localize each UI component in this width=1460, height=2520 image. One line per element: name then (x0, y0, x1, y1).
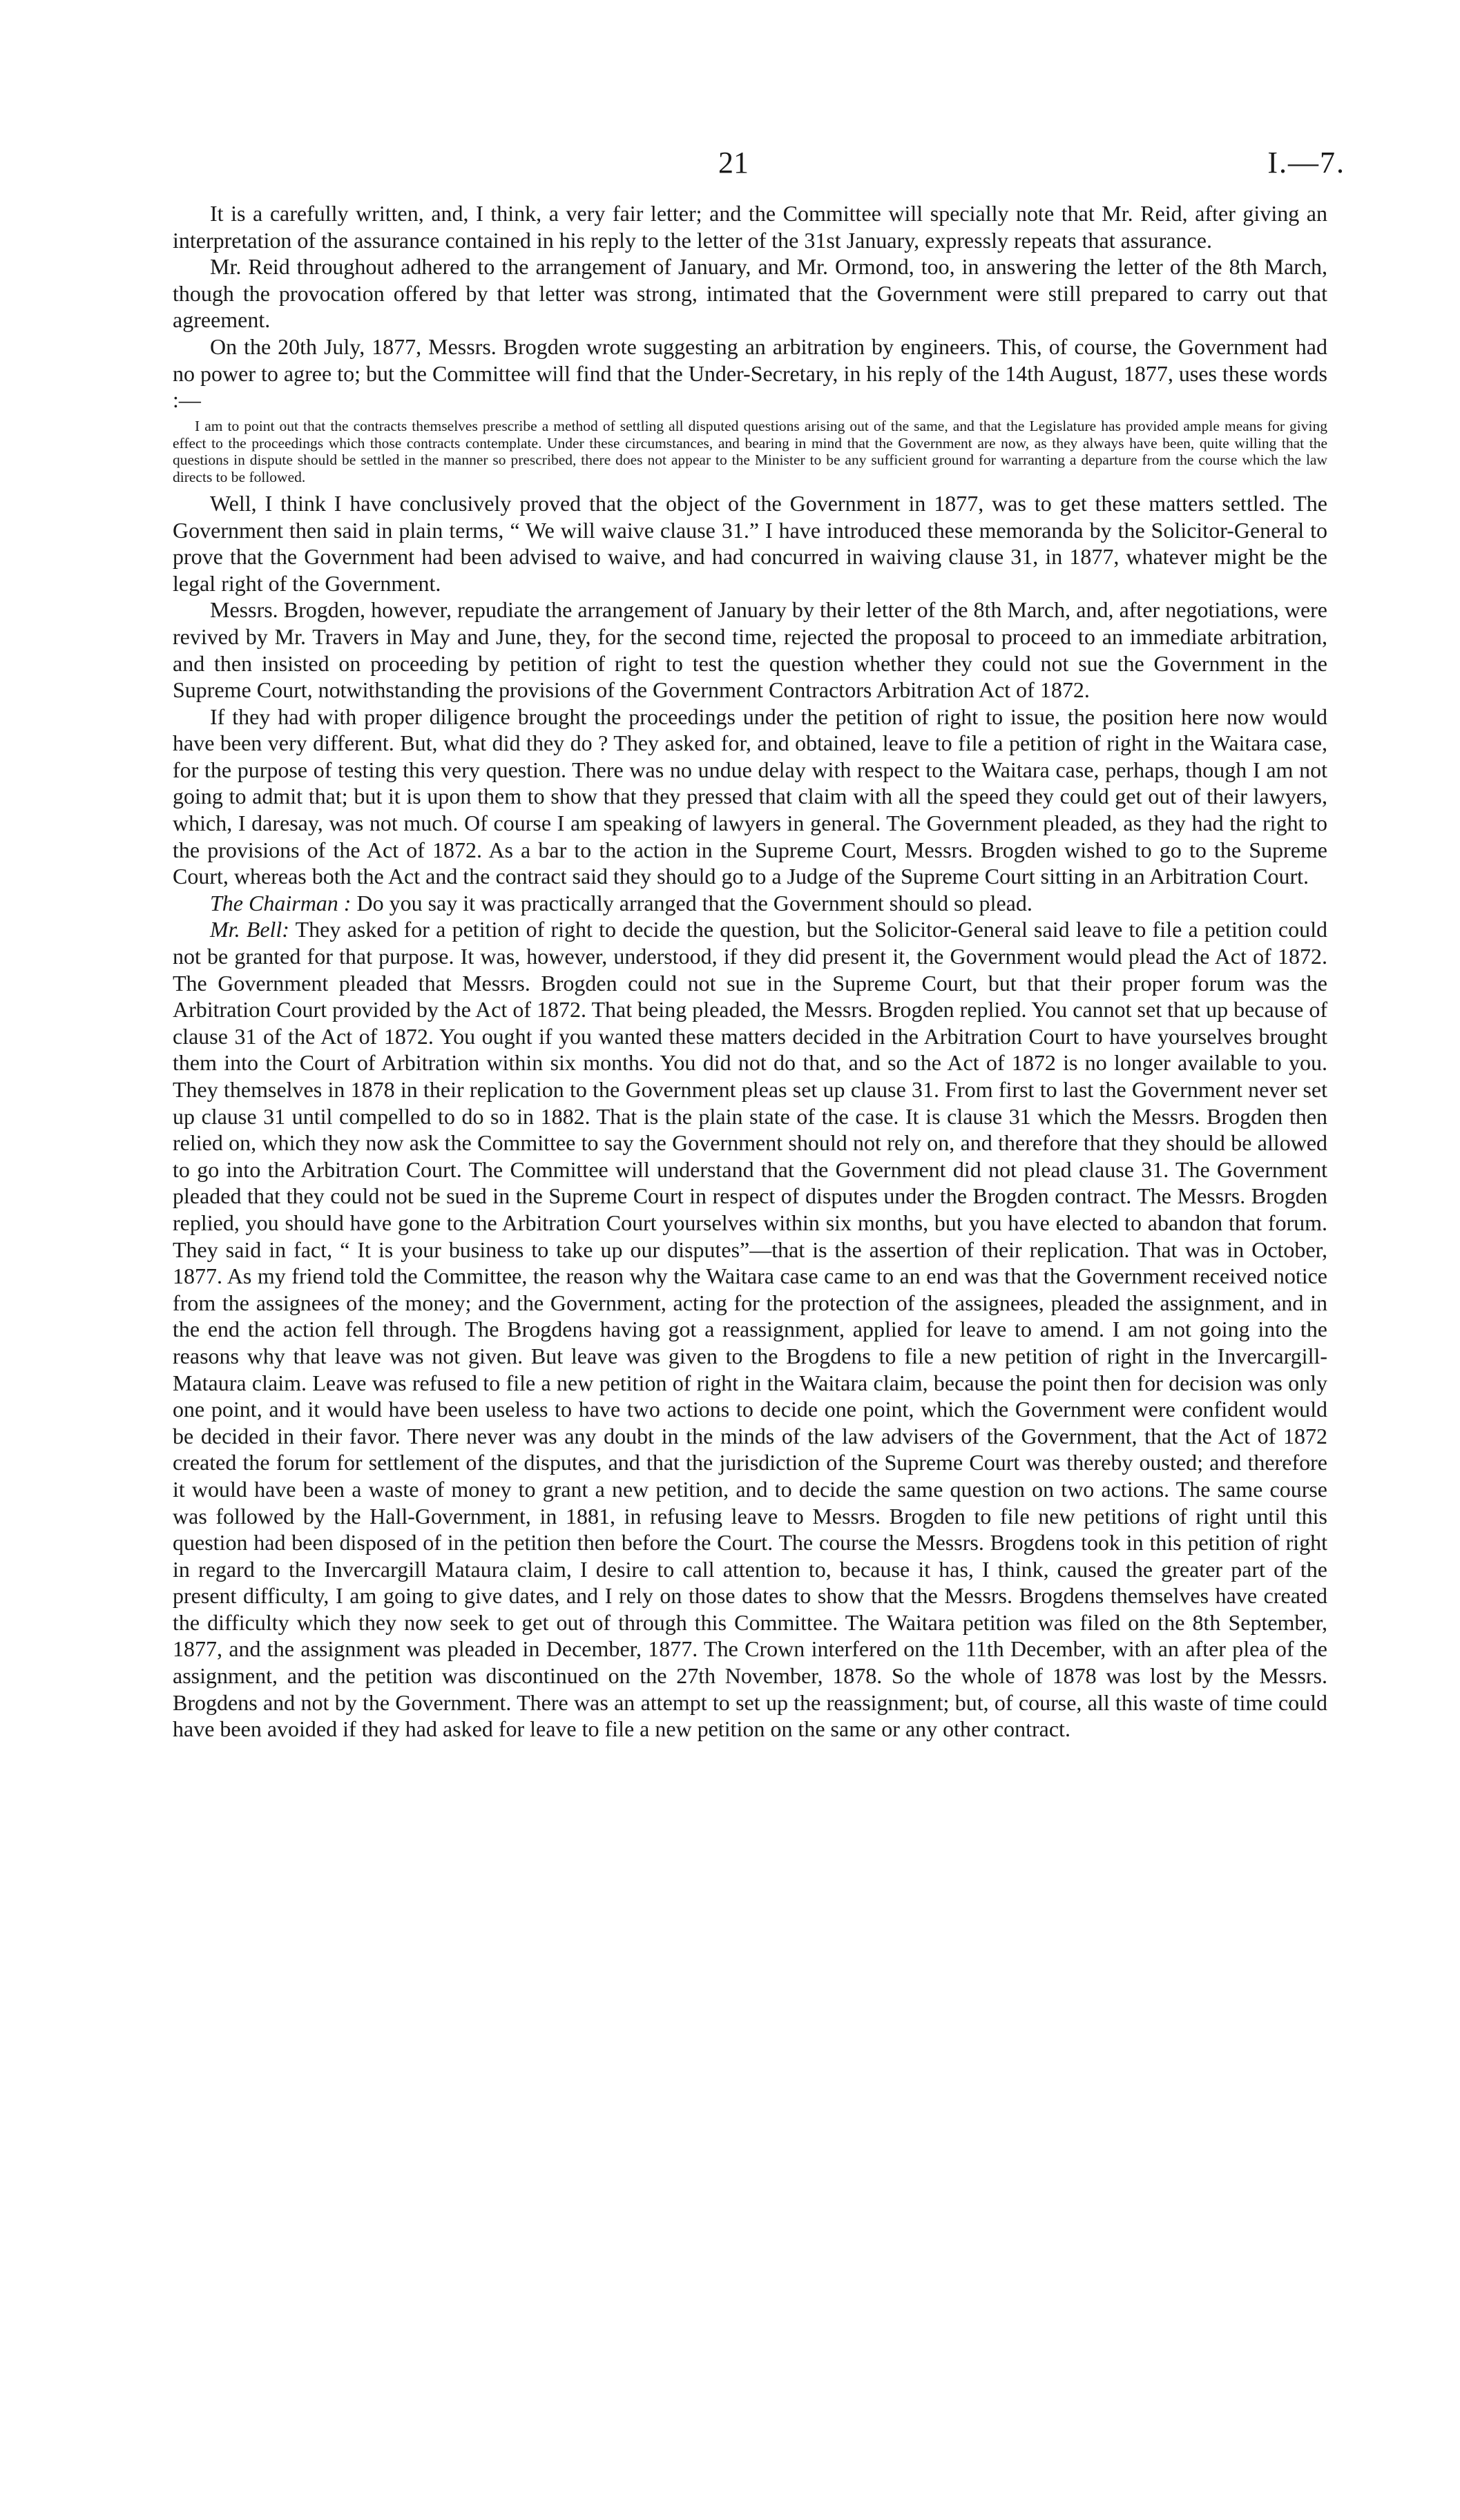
paragraph: Mr. Reid throughout adhered to the arrangement of January, and Mr. Ormond, too, in answering the letter of the 8th March, though the provocation offered by that letter was strong, intimated that the Government were still prepared to carry out that agreement. (173, 254, 1327, 333)
document-page (173, 145, 1345, 1743)
page-header (173, 145, 1345, 200)
speaker-label: The Chairman : (210, 890, 352, 915)
body-text (173, 200, 1327, 1743)
paragraph: Mr. Bell: They asked for a petition of right to decide the question, but the Solicitor-General said leave to file a petition could not be granted for that purpose. It was, however, understood, if they did present it, the Government would plead the Act of 1872. The Government pleaded that Messrs. Brogden could not sue in the Supreme Court, but that their proper forum was the Arbitration Court provided by the Act of 1872. That being pleaded, the Messrs. Brogden replied. You cannot set that up because of clause 31 of the Act of 1872. You ought if you wanted these matters decided in the Arbitration Court to have yourselves brought them into the Court of Arbitration within six months. You did not do that, and so the Act of 1872 is no longer available to you. They themselves in 1878 in their replication to the Government pleas set up clause 31. From first to last the Government never set up clause 31 until compelled to do so in 1882. That is the plain state of the case. It is clause 31 which the Messrs. Brogden then relied on, which they now ask the Committee to say the Government should not rely on, and therefore that they should be allowed to go into the Arbitration Court. The Committee will understand that the Government did not plead clause 31. The Government pleaded that they could not be sued in the Supreme Court in respect of disputes under the Brogden contract. The Messrs. Brogden replied, you should have gone to the Arbitration Court yourselves within six months, but you have elected to abandon that forum. They said in fact, “ It is your business to take up our disputes”—that is the assertion of their replication. That was in October, 1877. As my friend told the Committee, the reason why the Waitara case came to an end was that the Government received notice from the assignees of the money; and the Government, acting for the protection of the assignees, pleaded the assignment, and in the end the action fell through. The Brogdens having got a reassignment, applied for leave to amend. I am not going into the reasons why that leave was not given. But leave was given to the Brogdens to file a new petition of right in the Invercargill-Mataura claim. Leave was refused to file a new petition of right in the Waitara claim, because the point then for decision was only one point, and it would have been useless to have two actions to decide one point, which the Government were confident would be decided in their favor. There never was any doubt in the minds of the law advisers of the Government, that the Act of 1872 created the forum for settlement of the disputes, and that the jurisdiction of the Supreme Court was thereby ousted; and therefore it would have been a waste of money to grant a new petition, and to decide the same question on two actions. The same course was followed by the Hall-Government, in 1881, in refusing leave to Messrs. Brogden to file new petitions of right until this question had been disposed of in the petition then before the Court. The course the Messrs. Brogdens took in this petition of right in regard to the Invercargill Mataura claim, I desire to call attention to, because it has, I think, caused the greater part of the present difficulty, I am going to give dates, and I rely on those dates to show that the Messrs. Brogdens themselves have created the difficulty which they now seek to get out of through this Committee. The Waitara petition was filed on the 8th September, 1877, and the assignment was pleaded in December, 1877. The Crown interfered on the 11th December, with an after plea of the assignment, and the petition was discontinued on the 27th November, 1878. So the whole of 1878 was lost by the Messrs. Brogdens and not by the Government. There was an attempt to set up the reassignment; but, of course, all this waste of time could have been avoided if they had asked for leave to file a new petition on the same or any other contract. (173, 917, 1328, 1742)
paragraph: On the 20th July, 1877, Messrs. Brogden wrote suggesting an arbitration by engineers. This, of course, the Government had no power to agree to; but the Committee will find that the Under-Secretary, in his reply of the 14th August, 1877, uses these words :— (173, 333, 1327, 413)
paragraph: Messrs. Brogden, however, repudiate the arrangement of January by their letter of the 8th March, and, after negotiations, were revived by Mr. Travers in May and June, they, for the second time, rejected the proposal to proceed to an immediate arbitration, and then insisted on proceeding by petition of right to test the question whether they could not sue the Government in the Supreme Court, notwithstanding the provisions of the Government Contractors Arbitration Act of 1872. (173, 597, 1327, 703)
page-number: 21 (718, 146, 749, 180)
speaker-label: Mr. Bell: (210, 917, 289, 942)
paragraph: The Chairman : Do you say it was practically arranged that the Government should so plead. (210, 890, 1032, 915)
document-reference: I.—7. (1267, 146, 1345, 180)
paragraph: It is a carefully written, and, I think, a very fair letter; and the Committee will specially note that Mr. Reid, after giving an interpretation of the assurance contained in his reply to the letter of the 31st January, expressly repeats that assurance. (173, 201, 1327, 253)
quoted-letter-excerpt: I am to point out that the contracts themselves prescribe a method of settling all disputed questions arising out of the same, and that the Legislature has provided ample means for giving effect to the proceedings which those contracts contemplate. Under these circumstances, and bearing in mind that the Government are now, as they always have been, quite willing that the questions in dispute should be settled in the manner so prescribed, there does not appear to the Minister to be any sufficient ground for warranting a departure from the course which the law directs to be followed. (173, 417, 1327, 486)
paragraph: If they had with proper diligence brought the proceedings under the petition of right to issue, the position here now would have been very different. But, what did they do ? They asked for, and obtained, leave to file a petition of right in the Waitara case, for the purpose of testing this very question. There was no undue delay with respect to the Waitara case, perhaps, though I am not going to admit that; but it is upon them to show that they pressed that claim with all the speed they could get out of their lawyers, which, I daresay, was not much. Of course I am speaking of lawyers in general. The Government pleaded, as they had the right to the provisions of the Act of 1872. As a bar to the action in the Supreme Court, Messrs. Brogden wished to go to the Supreme Court, whereas both the Act and the contract said they should go to a Judge of the Supreme Court sitting in an Arbitration Court. (173, 704, 1327, 889)
paragraph: Well, I think I have conclusively proved that the object of the Government in 1877, was to get these matters settled. The Government then said in plain terms, “ We will waive clause 31.” I have introduced these memoranda by the Solicitor-General to prove that the Government had been advised to waive, and had concurred in waiving clause 31, in 1877, whatever might be the legal right of the Government. (173, 490, 1327, 596)
